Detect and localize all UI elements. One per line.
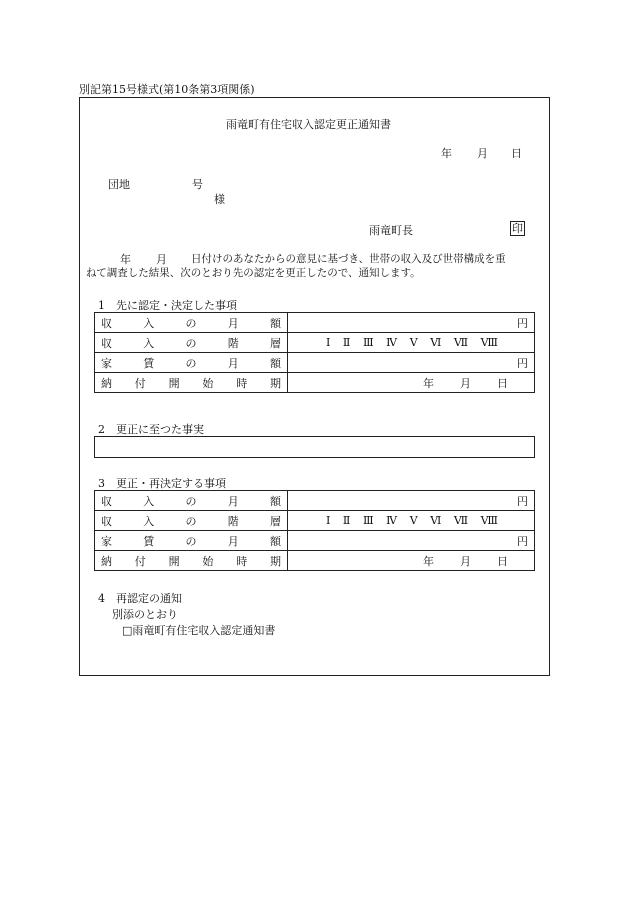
issuer-name: 雨竜町長 (369, 224, 413, 237)
table-row (95, 511, 535, 531)
payment-start-field[interactable]: 年 月 日 (288, 551, 535, 571)
table-row (95, 531, 535, 551)
table-row (95, 491, 535, 511)
amount-field[interactable]: 円 (288, 313, 535, 333)
table-row (95, 313, 535, 333)
table-row (95, 551, 535, 571)
section3-heading: 3 更正・再決定する事項 (98, 477, 226, 490)
table-label: 収 入 の 月 額 (95, 491, 288, 511)
table-label: 収 入 の 月 額 (95, 313, 288, 333)
payment-start-field[interactable]: 年 月 日 (288, 373, 535, 393)
amount-field[interactable]: 円 (288, 491, 535, 511)
table-label: 家 賃 の 月 額 (95, 353, 288, 373)
section4-heading: 4 再認定の通知 (98, 592, 182, 605)
section3-table (94, 490, 535, 571)
table-label: 家 賃 の 月 額 (95, 531, 288, 551)
table-row (95, 353, 535, 373)
table-row (95, 373, 535, 393)
notice-checkbox-item[interactable]: □雨竜町有住宅収入認定通知書 (122, 624, 276, 637)
income-grade-field[interactable]: Ⅰ Ⅱ Ⅲ Ⅳ Ⅴ Ⅵ Ⅶ Ⅷ (288, 333, 535, 353)
seal-mark: 印 (512, 222, 523, 235)
rent-field[interactable]: 円 (288, 531, 535, 551)
honorific-label: 様 (214, 193, 225, 206)
rent-field[interactable]: 円 (288, 353, 535, 373)
unit-number-label: 号 (192, 178, 203, 191)
complex-label: 団地 (108, 178, 130, 191)
table-row (95, 333, 535, 353)
section1-table (94, 312, 535, 393)
body-text-line1: 日付けのあなたからの意見に基づき、世帯の収入及び世帯構成を重 (191, 253, 506, 265)
section1-heading: 1 先に認定・決定した事項 (98, 299, 237, 312)
body-month: 月 (156, 253, 167, 266)
date-year-label: 年 (441, 147, 452, 160)
table-label: 収 入 の 階 層 (95, 333, 288, 353)
table-label: 収 入 の 階 層 (95, 511, 288, 531)
income-grade-field[interactable]: Ⅰ Ⅱ Ⅲ Ⅳ Ⅴ Ⅵ Ⅶ Ⅷ (288, 511, 535, 531)
section2-heading: 2 更正に至つた事実 (98, 423, 204, 436)
date-month-label: 月 (477, 147, 488, 160)
correction-facts-field[interactable] (94, 436, 535, 458)
body-text-line2: ねて調査した結果、次のとおり先の認定を更正したので、通知します。 (86, 267, 421, 279)
document-title: 雨竜町有住宅収入認定更正通知書 (226, 118, 391, 131)
form-reference: 別記第15号様式(第10条第3項関係) (79, 83, 255, 96)
section4-sub: 別添のとおり (112, 608, 178, 621)
body-year: 年 (120, 253, 131, 266)
table-label: 納 付 開 始 時 期 (95, 373, 288, 393)
table-label: 納 付 開 始 時 期 (95, 551, 288, 571)
date-day-label: 日 (511, 147, 522, 160)
